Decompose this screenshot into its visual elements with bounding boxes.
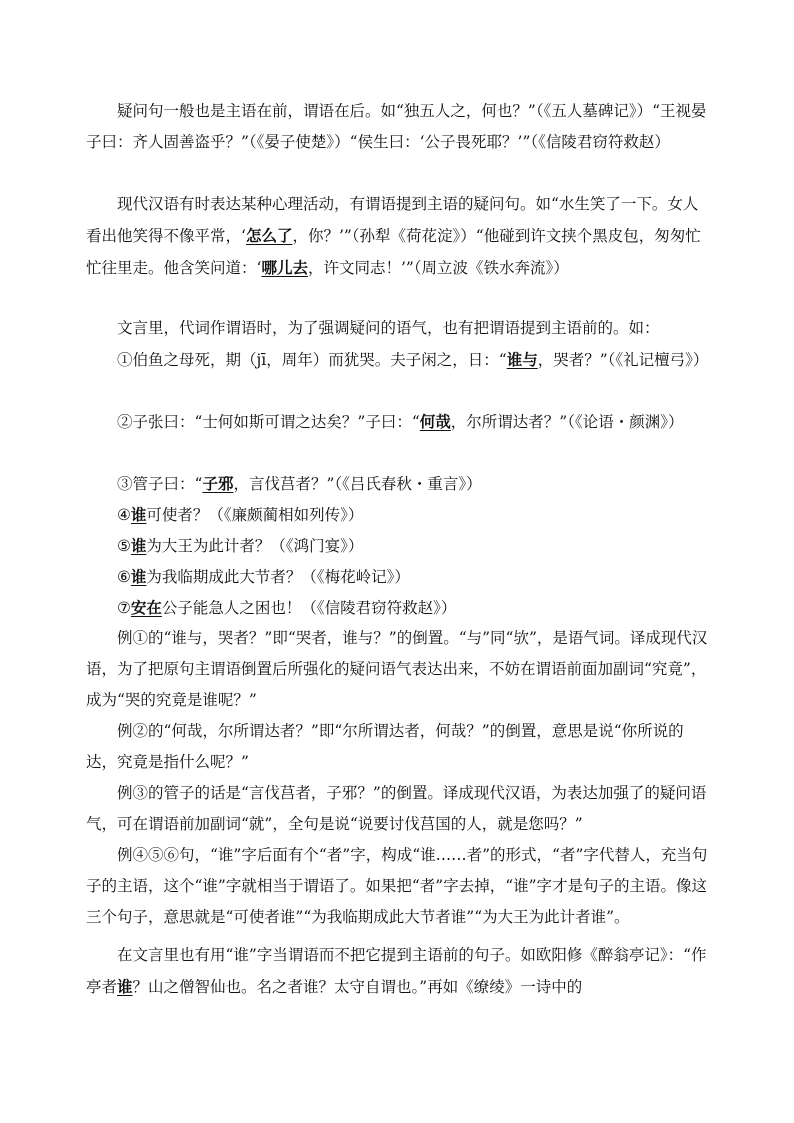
example-text: ，尔所谓达者？”（《论语・颜渊》） <box>450 413 684 431</box>
paragraph-text: ，许文同志！’”（周立波《铁水奔流》） <box>307 259 569 277</box>
paragraph-text: ？山之僧智仙也。名之者谁？太守自谓也。”再如《缭绫》一诗中的 <box>132 978 583 996</box>
example-text: ②子张曰：“士何如斯可谓之达矣？”子曰：“ <box>117 413 420 431</box>
underlined-phrase: 谁 <box>130 536 147 555</box>
example-2 <box>86 406 712 438</box>
example-3 <box>86 468 712 500</box>
example-4 <box>86 499 712 531</box>
paragraph-text: 在文言里也有用“谁”字当谓语而不把它提到主语前的句子。如欧阳修《醉翁亭记》：“作亭者 <box>86 946 707 996</box>
paragraph-text: 例①的“谁与，哭者？”即“哭者，谁与？”的倒置。“与”同“欤”，是语气词。译成现代汉语，为了把原句主谓语倒置后所强化的疑问语气表达出来，不妨在谓语前面加副词“究竟”，成为“哭的究竟是谁呢？” <box>86 629 708 709</box>
paragraph-3 <box>86 313 712 344</box>
example-1 <box>86 344 712 376</box>
underlined-phrase: 安在 <box>130 598 162 617</box>
paragraph-text: 文言里，代词作谓语时，为了强调疑问的语气，也有把谓语提到主语前的。如： <box>117 319 660 337</box>
example-number: ④ <box>117 506 131 524</box>
paragraph-text: 例②的“何哉，尔所谓达者？”即“尔所谓达者，何哉？”的倒置，意思是说“你所说的达，究竟是指什么呢？” <box>86 722 684 771</box>
underlined-phrase: 谁 <box>117 977 133 996</box>
example-number: ⑥ <box>117 568 131 586</box>
example-text: ，哭者？”（《礼记檀弓》） <box>537 351 709 369</box>
example-text: ，言伐莒者？”（《吕氏春秋・重言》） <box>233 475 482 493</box>
underlined-phrase: 哪儿去 <box>261 258 308 277</box>
paragraph-1 <box>86 96 712 158</box>
example-text: 为大王为此计者？（《鸿门宴》） <box>146 537 364 555</box>
paragraph-text: 例④⑤⑥句，“谁”字后面有个“者”字，构成“谁……者”的形式，“者”字代替人，充当句子的主语，这个“谁”字就相当于谓语了。如果把“者”字去掉，“谁”字才是句子的主语。像这三个句子，意思就是“可使者谁”“为我临期成此大节者谁”“为大王为此计者谁”。 <box>86 846 708 926</box>
explanation-5 <box>86 940 712 1003</box>
explanation-1 <box>86 623 712 716</box>
underlined-phrase: 谁 <box>130 567 147 586</box>
example-text: 公子能急人之困也！（《信陵君窃符救赵》） <box>161 599 457 617</box>
example-text: ③管子曰：“ <box>117 475 203 493</box>
example-text: 为我临期成此大节者？（《梅花岭记》） <box>146 568 410 586</box>
example-number: ⑦ <box>117 599 131 617</box>
example-5 <box>86 530 712 562</box>
paragraph-text: ，你？’”（孙犁《荷花淀》）“他碰到许文挟个黑皮包，匆匆忙忙往里走。他含笑问道：‘ <box>86 227 701 277</box>
underlined-phrase: 何哉 <box>419 412 451 431</box>
example-6 <box>86 561 712 593</box>
paragraph-2 <box>86 189 712 284</box>
explanation-2 <box>86 716 712 778</box>
explanation-4 <box>86 840 712 933</box>
example-number: ⑤ <box>117 537 131 555</box>
paragraph-text: 例③的管子的话是“言伐莒者，子邪？”的倒置。译成现代汉语，为表达加强了的疑问语气，可在谓语前加副词“就”，全句是说“说要讨伐莒国的人，就是您吗？” <box>86 784 707 833</box>
paragraph-text: 现代汉语有时表达某种心理活动，有谓语提到主语的疑问句。如“水生笑了一下。女人看出他笑得不像平常，‘ <box>86 195 699 245</box>
example-7 <box>86 592 712 624</box>
explanation-3 <box>86 778 712 840</box>
example-text: 可使者？（《廉颇蔺相如列传》） <box>146 506 364 524</box>
underlined-phrase: 子邪 <box>202 474 234 493</box>
paragraph-text: 疑问句一般也是主语在前，谓语在后。如“独五人之，何也？”（《五人墓碑记》）“王视晏子曰：齐人固善盗乎？”（《晏子使楚》）“侯生曰：‘公子畏死耶？’”（《信陵君窃符救赵） <box>86 102 707 151</box>
example-text: ①伯鱼之母死，期（jī，周年）而犹哭。夫子闲之，日：“ <box>117 351 507 369</box>
underlined-phrase: 谁 <box>130 505 147 524</box>
underlined-phrase: 谁与 <box>506 350 538 369</box>
underlined-phrase: 怎么了 <box>245 226 293 245</box>
